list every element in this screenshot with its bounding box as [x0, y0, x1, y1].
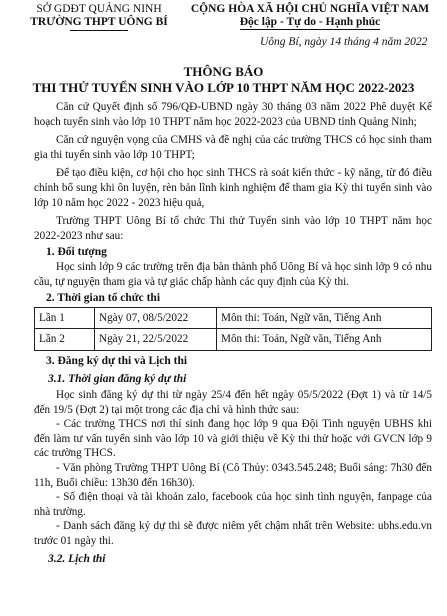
- document-title: [0, 64, 447, 96]
- list-item: - Danh sách đăng ký dự thi sẽ được niêm yết chậm nhất trên Website: ubhs.edu.vn trước 01 ngày thi.: [34, 520, 432, 548]
- school-name: TRƯỜNG THPT UÔNG BÍ: [30, 16, 168, 28]
- nation-name: CỘNG HÒA XÃ HỘI CHỦ NGHĨA VIỆT NAM: [190, 3, 430, 15]
- list-item: - Văn phòng Trường THPT Uông Bí (Cô Thủy: 0343.545.248; Buổi sáng: 7h30 đến 11h, Buổi chiều: 13h30 đến 16h30).: [34, 462, 432, 489]
- dates-cell: Ngày 21, 22/5/2022: [95, 329, 217, 351]
- list-item: - Các trường THCS nơi thí sinh đang học lớp 9 qua Đội Tình nguyện UBHS khi đến làm tư vấn tuyển sinh vào lớp 10 và giới thiệu về Kỳ thi thử hoặc với GVCN lớp 9 các trường THCS.: [34, 418, 432, 460]
- subsection-exam-schedule: 3.2. Lịch thi: [48, 552, 106, 565]
- subjects-cell: Môn thi: Toán, Ngữ văn, Tiếng Anh: [217, 307, 432, 329]
- title-line-2: THI THỬ TUYỂN SINH VÀO LỚP 10 THPT NĂM HỌC 2022-2023: [32, 80, 415, 95]
- paragraph-purpose: Để tạo điều kiện, cơ hội cho học sinh THCS rà soát kiến thức - kỹ năng, từ đó điều chỉnh bổ sung khi ôn luyện, rèn bản lĩnh kinh nghiệm để tham gia Kỳ thi tuyển sinh vào lớp 10 năm học 2022 - 2023 hiệu quả,: [34, 167, 432, 209]
- round-cell: Lần 1: [35, 307, 95, 329]
- section-heading-schedule: 2. Thời gian tổ chức thi: [46, 292, 161, 305]
- section-target-text: Học sinh lớp 9 các trường trên địa bàn thành phố Uông Bí và học sinh lớp 9 có nhu cầu, tự nguyện tham gia và tự giác chấp hành các quy định của Kỳ thi.: [34, 260, 432, 288]
- table-row: [35, 329, 432, 351]
- list-item: - Số điện thoại và tài khoản zalo, facebook của học sinh tình nguyện, fanpage của nhà trường.: [34, 491, 432, 518]
- registration-intro: Học sinh đăng ký dự thi từ ngày 25/4 đến hết ngày 05/5/2022 (Đợt 1) và từ 14/5 đến 19/5 (Đợt 2) tại một trong các địa chỉ và hình thức sau:: [34, 389, 432, 416]
- title-line-1: THÔNG BÁO: [183, 64, 264, 79]
- subsection-registration-time: 3.1. Thời gian đăng ký dự thi: [48, 372, 187, 385]
- paragraph-announcement: Trường THPT Uông Bí tổ chức Thi thử Tuyển sinh vào lớp 10 THPT năm học 2022-2023 như sau:: [34, 215, 432, 242]
- table-row: [35, 307, 432, 329]
- paragraph-legal-basis: Căn cứ Quyết định số 796/QĐ-UBND ngày 30 tháng 03 năm 2022 Phê duyệt Kế hoạch tuyển sinh vào lớp 10 THPT năm học 2022-2023 của UBND tỉnh Quảng Ninh;: [34, 101, 432, 128]
- header-left: [14, 3, 184, 31]
- dates-cell: Ngày 07, 08/5/2022: [95, 307, 217, 329]
- national-motto: Độc lập - Tự do - Hạnh phúc: [239, 16, 381, 28]
- document-date: Uông Bí, ngày 14 tháng 4 năm 2022: [260, 36, 428, 48]
- section-heading-registration: 3. Đăng ký dự thi và Lịch thi: [46, 354, 188, 367]
- header-right: [176, 3, 444, 30]
- header-left-underline: [70, 30, 128, 31]
- paragraph-parent-request: Căn cứ nguyện vọng của CMHS và đề nghị của các trường THCS có học sinh tham gia thi tuyển sinh vào lớp 10 THPT;: [34, 134, 432, 161]
- section-heading-target: 1. Đối tượng: [46, 246, 107, 259]
- document-body: [34, 100, 432, 568]
- subjects-cell: Môn thi: Toán, Ngữ văn, Tiếng Anh: [217, 329, 432, 351]
- exam-schedule-table: [34, 307, 432, 351]
- department-name: SỞ GDĐT QUẢNG NINH: [36, 3, 162, 15]
- round-cell: Lần 2: [35, 329, 95, 351]
